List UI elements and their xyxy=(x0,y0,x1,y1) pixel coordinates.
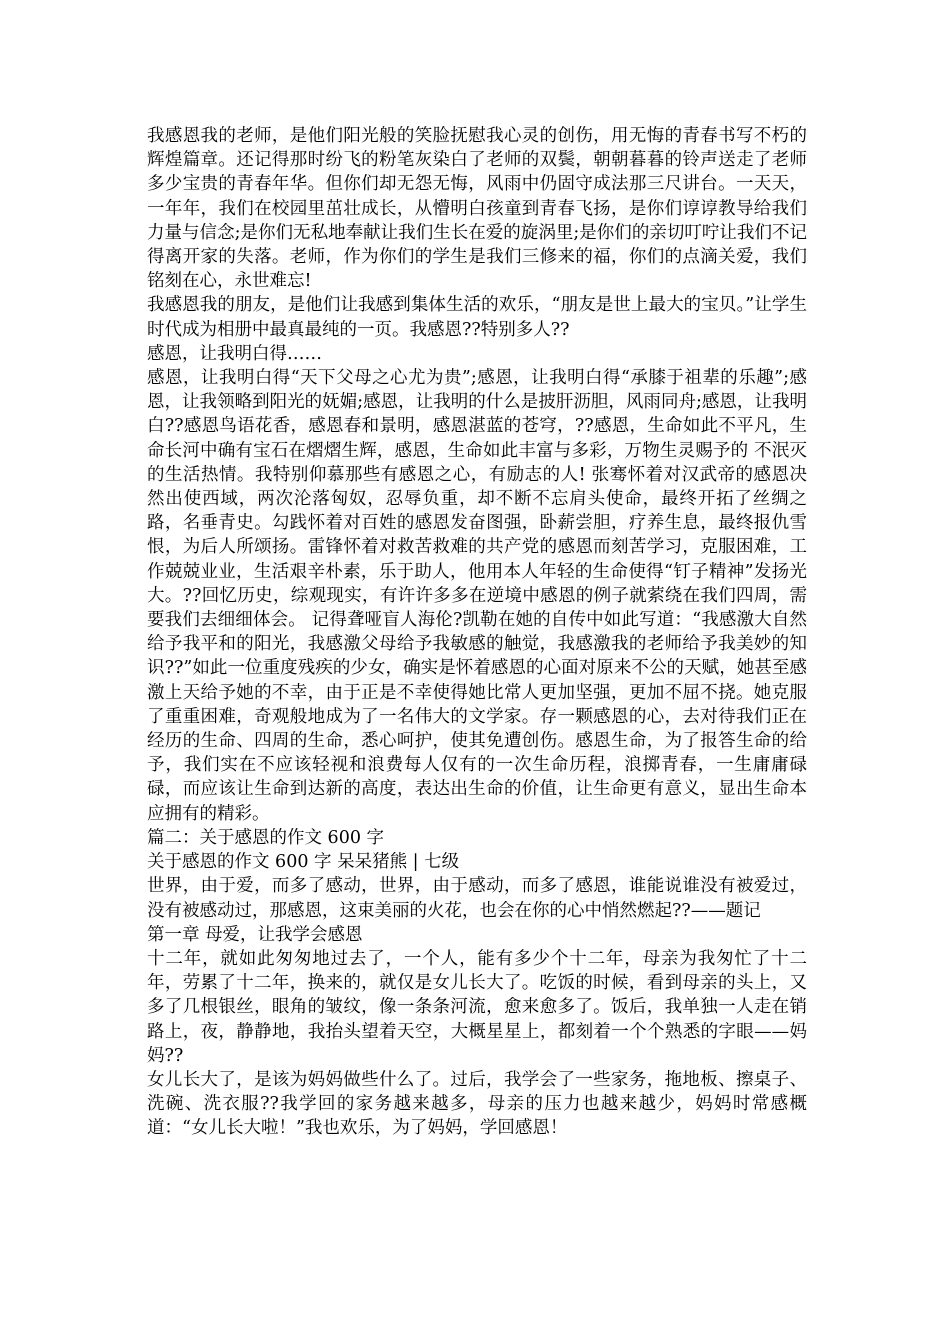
paragraph-gratitude-body: 感恩，让我明白得“天下父母之心尤为贵”;感恩，让我明白得“承膝于祖辈的乐趣”;感恩，让我领略到阳光的妩媚;感恩，让我明的什么是披肝沥胆，风雨同舟;感恩，让我明白??感恩鸟语花香，感恩春和景明，感恩湛蓝的苍穹，??感恩，生命如此不平凡，生命长河中确有宝石在熠熠生辉，感恩，生命如此丰富与多彩，万物生灵赐予的 不泯灭的生活热情。我特别仰慕那些有感恩之心，有励志的人! 张骞怀着对汉武帝的感恩决然出使西域，两次沦落匈奴，忍辱负重，却不断不忘肩头使命，最终开拓了丝绸之路，名垂青史。勾践怀着对百姓的感恩发奋图强，卧薪尝胆，疗养生息，最终报仇雪恨，为后人所颂扬。雷锋怀着对救苦救难的共产党的感恩而刻苦学习，克服困难，工作兢兢业业，生活艰辛朴素，乐于助人，他用本人年轻的生命使得“钉子精神”发扬光大。??回忆历史，综观现实，有许许多多在逆境中感恩的例子就萦绕在我们四周，需要我们去细细体会。 记得聋哑盲人海伦?凯勒在她的自传中如此写道：“我感激大自然给予我平和的阳光，我感激父母给予我敏感的触觉，我感激我的老师给予我美妙的知识??”如此一位重度残疾的少女，确实是怀着感恩的心面对原来不公的天赋，她甚至感激上天给予她的不幸，由于正是不幸使得她比常人更加坚强，更加不屈不挠。她克服了重重困难，奇观般地成为了一名伟大的文学家。存一颗感恩的心，去对待我们正在经历的生命、四周的生命，悉心呵护，使其免遭创伤。感恩生命，为了报答生命的给予，我们实在不应该轻视和浪费每人仅有的一次生命历程，浪掷青春，一生庸庸碌碌，而应该让生命到达新的高度，表达出生命的价值，让生命更有意义，显出生命本应拥有的精彩。 xyxy=(147,368,807,824)
epigraph-paragraph: 世界，由于爱，而多了感动，世界，由于感动，而多了感恩，谁能说谁没有被爱过，没有被感动过，那感恩，这束美丽的火花，也会在你的心中悄然燃起??——题记 xyxy=(147,876,807,921)
chapter-heading: 第一章 母爱，让我学会感恩 xyxy=(147,924,363,945)
paragraph-daughter-grown: 女儿长大了，是该为妈妈做些什么了。过后，我学会了一些家务，拖地板、擦桌子、洗碗、洗衣服??我学回的家务越来越多，母亲的压力也越来越少，妈妈时常感概道：“女儿长大啦！”我也欢乐，为了妈妈，学回感恩！ xyxy=(147,1069,807,1139)
paragraph-thank-friends: 我感恩我的朋友，是他们让我感到集体生活的欢乐，“朋友是世上最大的宝贝。”让学生时代成为相册中最真最纯的一页。我感恩??特别多人?? xyxy=(147,295,807,340)
section-heading: 篇二：关于感恩的作文 600 字 xyxy=(147,827,385,848)
paragraph-gratitude-intro: 感恩，让我明白得…… xyxy=(147,343,322,364)
paragraph-thank-teachers: 我感恩我的老师，是他们阳光般的笑脸抚慰我心灵的创伤，用无悔的青春书写不朽的辉煌篇章。还记得那时纷飞的粉笔灰染白了老师的双鬓，朝朝暮暮的铃声送走了老师多少宝贵的青春年华。但你们却无怨无悔，风雨中仍固守成法那三尺讲台。一天天，一年年，我们在校园里茁壮成长，从懵明白孩童到青春飞扬，是你们谆谆教导给我们力量与信念;是你们无私地奉献让我们生长在爱的旋涡里;是你们的亲切叮咛让我们不记得离开家的失落。老师，作为你们的学生是我们三修来的福，你们的点滴关爱，我们铭刻在心，永世难忘! xyxy=(147,126,807,292)
article-title-line: 关于感恩的作文 600 字 呆呆猪熊 | 七级 xyxy=(147,852,460,873)
document-body xyxy=(147,124,807,1141)
paragraph-twelve-years: 十二年，就如此匆匆地过去了，一个人，能有多少个十二年，母亲为我匆忙了十二年，劳累了十二年，换来的，就仅是女儿长大了。吃饭的时候，看到母亲的头上，又多了几根银丝，眼角的皱纹，像一条条河流，愈来愈多了。饭后，我单独一人走在销路上，夜，静静地，我抬头望着天空，大概星星上，都刻着一个个熟悉的字眼——妈妈?? xyxy=(147,948,807,1066)
